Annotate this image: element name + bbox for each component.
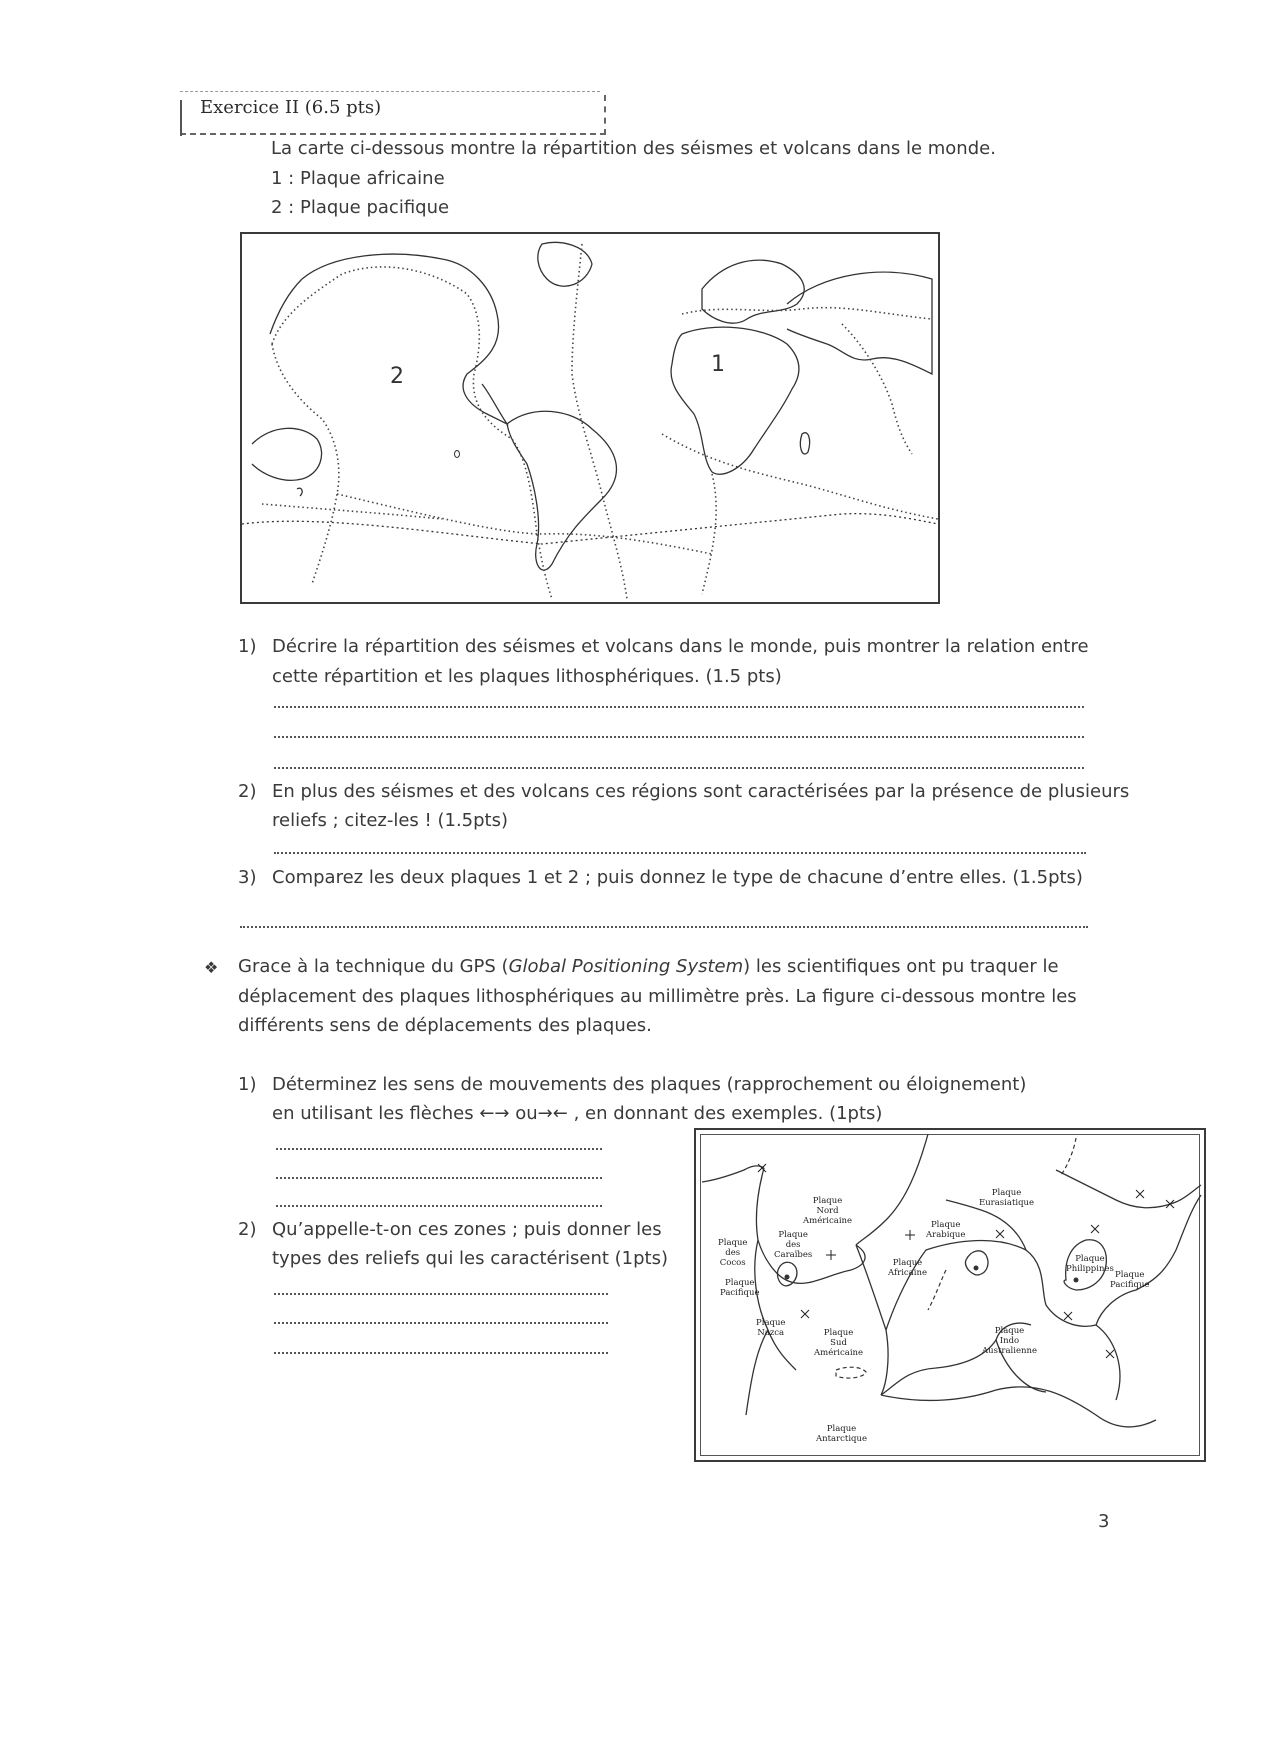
world-map-drawing (242, 234, 938, 602)
q5-number: 2) (238, 1219, 257, 1240)
plate-label: Plaque Philippines (1066, 1254, 1114, 1274)
gps-line3: différents sens de déplacements des plaques. (238, 1015, 652, 1036)
exercise-title-bar (180, 100, 182, 136)
q3-number: 3) (238, 867, 257, 888)
q1-line1: Décrire la répartition des séismes et volcans dans le monde, puis montrer la relation entre (272, 636, 1089, 657)
page-number: 3 (1098, 1511, 1110, 1532)
answer-line[interactable] (274, 852, 1086, 854)
q5-line1: Qu’appelle-t-on ces zones ; puis donner les (272, 1219, 662, 1240)
plate-movement-figure (694, 1128, 1206, 1462)
exercise-title: Exercice II (6.5 pts) (200, 97, 382, 118)
map-label-1: 1 (711, 352, 725, 377)
q5-line2: types des reliefs qui les caractérisent (1pts) (272, 1248, 669, 1269)
answer-line[interactable] (274, 736, 1084, 738)
plate-label: Plaque des Caraïbes (774, 1230, 813, 1260)
gps-line1: Grace à la technique du GPS (Global Positioning System) les scientifiques ont pu traquer le (238, 956, 1059, 977)
plate-label: Plaque Sud Américaine (814, 1328, 864, 1358)
intro-text: La carte ci-dessous montre la répartition des séismes et volcans dans le monde. (271, 138, 996, 159)
bullet-icon: ❖ (204, 958, 219, 977)
plate-label: Plaque Indo Australienne (982, 1326, 1037, 1356)
legend-item-2: 2 : Plaque pacifique (271, 197, 450, 218)
gps-line2: déplacement des plaques lithosphériques au millimètre près. La figure ci-dessous montre les (238, 986, 1077, 1007)
legend-item-1: 1 : Plaque africaine (271, 168, 445, 189)
plate-boundaries-drawing (696, 1130, 1204, 1460)
answer-line[interactable] (276, 1177, 602, 1179)
q2-line2: reliefs ; citez-les ! (1.5pts) (272, 810, 508, 831)
plate-label: Plaque Africaine (888, 1258, 927, 1278)
answer-line[interactable] (240, 926, 1088, 928)
plate-label: Plaque Antarctique (816, 1424, 867, 1444)
plate-label: Plaque des Cocos (718, 1238, 748, 1268)
plate-label: Plaque Pacifique (720, 1278, 760, 1298)
plate-label: Plaque Eurasiatique (979, 1188, 1035, 1208)
q2-number: 2) (238, 781, 257, 802)
q2-line1: En plus des séismes et des volcans ces régions sont caractérisées par la présence de plusieurs (272, 781, 1130, 802)
q4-line1: Déterminez les sens de mouvements des plaques (rapprochement ou éloignement) (272, 1074, 1027, 1095)
converging-arrows-icon: →← (537, 1103, 568, 1124)
plate-label: Plaque Nord Américaine (803, 1196, 853, 1226)
answer-line[interactable] (274, 1322, 608, 1324)
answer-line[interactable] (274, 1352, 608, 1354)
answer-line[interactable] (276, 1205, 602, 1207)
q3-line1: Comparez les deux plaques 1 et 2 ; puis donnez le type de chacune d’entre elles. (1.5pts) (272, 867, 1083, 888)
plate-label: Plaque Nazca (756, 1318, 786, 1338)
world-map (240, 232, 940, 604)
answer-line[interactable] (274, 706, 1084, 708)
q1-number: 1) (238, 636, 257, 657)
map-label-2: 2 (390, 364, 404, 389)
answer-line[interactable] (274, 1293, 608, 1295)
q4-number: 1) (238, 1074, 257, 1095)
answer-line[interactable] (274, 767, 1084, 769)
answer-line[interactable] (276, 1148, 602, 1150)
diverging-arrows-icon: ←→ (479, 1103, 510, 1124)
q1-line2: cette répartition et les plaques lithosphériques. (1.5 pts) (272, 666, 782, 687)
q4-line2: en utilisant les flèches ←→ ou→← , en donnant des exemples. (1pts) (272, 1103, 883, 1124)
plate-label: Plaque Arabique (926, 1220, 966, 1240)
plate-label: Plaque Pacifique (1110, 1270, 1150, 1290)
